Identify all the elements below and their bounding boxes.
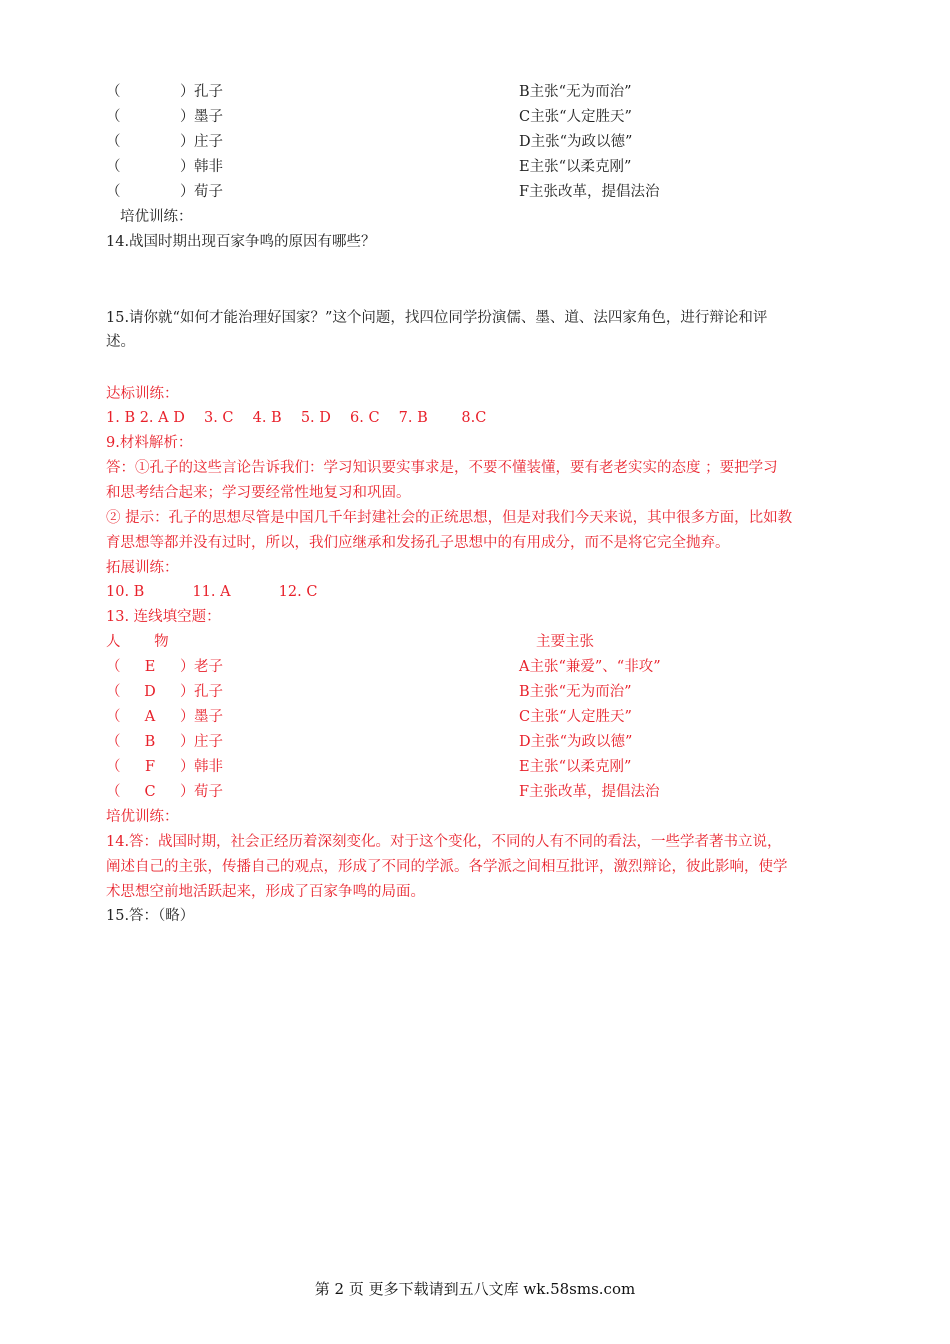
claim-text: B主张“无为而治” [519, 84, 632, 100]
bracket-open: （ [106, 84, 121, 100]
claim-text: C主张“人定胜天” [519, 709, 632, 725]
person-name: 墨子 [194, 709, 223, 725]
person-name: 荀子 [194, 184, 223, 200]
bracket-close: ） [180, 109, 195, 125]
bracket-open: （ [106, 159, 121, 175]
bracket-open: （ [106, 659, 121, 675]
claim-text: F主张改革，提倡法治 [519, 184, 660, 200]
q9-answer-line-2: 和思考结合起来；学习要经常性地复习和巩固。 [106, 485, 411, 501]
bracket-open: （ [106, 109, 121, 125]
claim-text: A主张“兼爱”、“非攻” [519, 659, 661, 675]
bracket-close: ） [180, 134, 195, 150]
bracket-close: ） [180, 684, 195, 700]
claim-text: D主张“为政以德” [519, 134, 633, 150]
bracket-open: （ [106, 709, 121, 725]
dabiao-heading: 达标训练： [106, 386, 179, 402]
question-15-line-1: 15.请你就“如何才能治理好国家？”这个问题，找四位同学扮演儒、墨、道、法四家角色，进行辩论和评 [106, 310, 768, 326]
person-name: 荀子 [194, 784, 223, 800]
matching-row [106, 155, 866, 179]
tuozhan-answers: 10. B 11. A 12. C [106, 584, 318, 600]
matching-row [106, 105, 866, 129]
matching-answer-row [106, 755, 866, 779]
matching-header [106, 630, 866, 654]
answer-letter: E [144, 659, 156, 675]
q9-hint-line-1: ② 提示：孔子的思想尽管是中国几千年封建社会的正统思想，但是对我们今天来说，其中很多方面，比如教 [106, 510, 793, 526]
person-name: 韩非 [194, 159, 223, 175]
q9-hint-line-2: 育思想等都并没有过时，所以，我们应继承和发扬孔子思想中的有用成分，而不是将它完全抛弃。 [106, 535, 730, 551]
q9-heading: 9.材料解析： [106, 435, 193, 451]
claim-text: E主张“以柔克刚” [519, 759, 632, 775]
bracket-open: （ [106, 759, 121, 775]
q9-answer-line-1: 答：①孔子的这些言论告诉我们：学习知识要实事求是，不要不懂装懂，要有老老实实的态度 ；要把学习 [106, 460, 778, 476]
q15-answer: 15.答：（略） [106, 908, 195, 924]
peiyou-answer-heading: 培优训练： [106, 809, 179, 825]
matching-answer-row [106, 780, 866, 804]
person-name: 墨子 [194, 109, 223, 125]
bracket-open: （ [106, 734, 121, 750]
column-person-header: 人 物 [106, 634, 169, 650]
person-name: 老子 [194, 659, 223, 675]
bracket-close: ） [180, 659, 195, 675]
bracket-open: （ [106, 184, 121, 200]
person-name: 韩非 [194, 759, 223, 775]
matching-answer-row [106, 680, 866, 704]
claim-text: E主张“以柔克刚” [519, 159, 632, 175]
matching-row [106, 180, 866, 204]
matching-row [106, 80, 866, 104]
answer-letter: C [144, 784, 156, 800]
person-name: 庄子 [194, 134, 223, 150]
bracket-open: （ [106, 784, 121, 800]
claim-text: D主张“为政以德” [519, 734, 633, 750]
question-14: 14.战国时期出现百家争鸣的原因有哪些？ [106, 234, 376, 250]
answer-letter: B [144, 734, 156, 750]
q14-answer-line-3: 术思想空前地活跃起来，形成了百家争鸣的局面。 [106, 884, 425, 900]
person-name: 庄子 [194, 734, 223, 750]
answer-letter: A [144, 709, 156, 725]
answer-letter: D [144, 684, 156, 700]
matching-row [106, 130, 866, 154]
page-footer: 第 2 页 更多下载请到五八文库 wk.58sms.com [314, 1280, 636, 1298]
claim-text: F主张改革，提倡法治 [519, 784, 660, 800]
person-name: 孔子 [194, 684, 223, 700]
bracket-close: ） [180, 184, 195, 200]
question-15-line-2: 述。 [106, 334, 135, 350]
bracket-close: ） [180, 159, 195, 175]
tuozhan-heading: 拓展训练： [106, 560, 179, 576]
matching-answer-row [106, 705, 866, 729]
answer-letter: F [144, 759, 156, 775]
bracket-close: ） [180, 84, 195, 100]
bracket-open: （ [106, 684, 121, 700]
q13-heading: 13. 连线填空题： [106, 609, 221, 625]
matching-answer-row [106, 655, 866, 679]
matching-answer-row [106, 730, 866, 754]
claim-text: B主张“无为而治” [519, 684, 632, 700]
peiyou-heading: 培优训练： [120, 209, 193, 225]
bracket-open: （ [106, 134, 121, 150]
column-claim-header: 主要主张 [536, 634, 594, 650]
bracket-close: ） [180, 784, 195, 800]
claim-text: C主张“人定胜天” [519, 109, 632, 125]
bracket-close: ） [180, 709, 195, 725]
q14-answer-line-1: 14.答：战国时期，社会正经历着深刻变化。对于这个变化，不同的人有不同的看法，一些学者著书立说， [106, 834, 782, 850]
person-name: 孔子 [194, 84, 223, 100]
q14-answer-line-2: 阐述自己的主张，传播自己的观点，形成了不同的学派。各学派之间相互批评，激烈辩论，彼此影响，使学 [106, 859, 788, 875]
bracket-close: ） [180, 759, 195, 775]
dabiao-answers: 1. B 2. A D 3. C 4. B 5. D 6. C 7. B 8.C [106, 410, 487, 426]
bracket-close: ） [180, 734, 195, 750]
